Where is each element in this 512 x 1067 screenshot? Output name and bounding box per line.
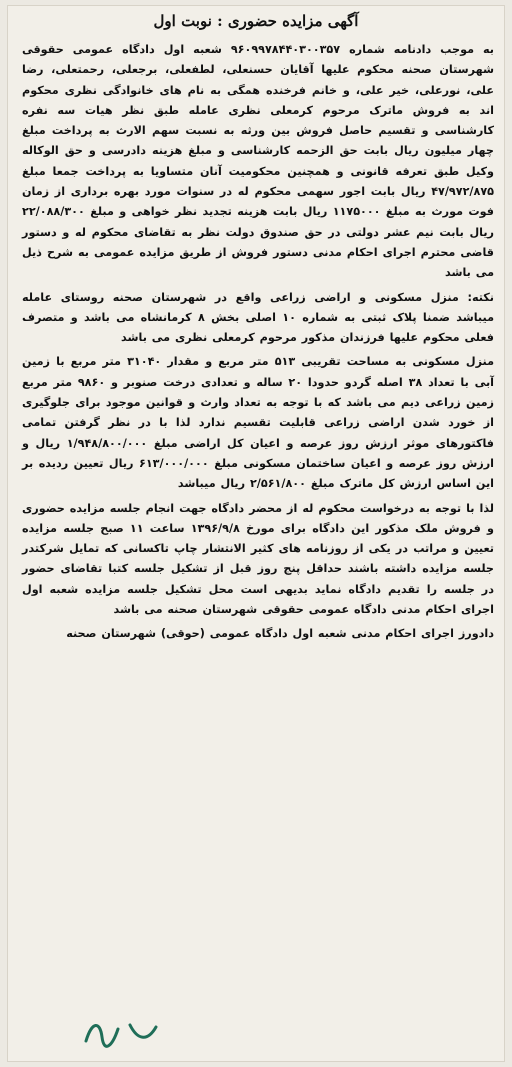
newspaper-clipping — [8, 6, 504, 1061]
notice-title: آگهی مزایده حضوری : نوبت اول — [153, 12, 359, 30]
paragraph-signatory: دادورز اجرای احکام مدنی شعبه اول دادگاه عمومی (حوقی) شهرستان صحنه — [66, 627, 494, 641]
notice-body — [22, 40, 494, 645]
paragraph-property: منزل مسکونی به مساحت تقریبی ۵۱۳ متر مربع و مقدار ۳۱۰۴۰ متر مربع با زمین آبی با تعداد ۳۸ اصله گردو حدودا ۲۰ ساله و تعدادی درخت صنوبر و ۹۸۶۰ متر مربع زمین زراعی دیم می باشد که با توجه به تعداد وارث و قوانین موجود برای جلوگیری از خورد شدن اراضی زراعی قابلیت تقسیم ندارد لذا با در نظر گرفتن تمامی فاکتورهای موثر ارزش روز عرصه و اعیان کل اراضی مبلغ ۱/۹۴۸/۸۰۰/۰۰۰ ریال و ارزش روز عرصه و اعیان ساختمان مسکونی مبلغ ۶۱۳/۰۰۰/۰۰۰ ریال تعیین ردیده بر این اساس ارزش کل ماترک مبلغ ۲/۵۶۱/۸۰۰ ریال میباشد — [22, 355, 495, 491]
handwritten-signature-icon — [78, 1011, 168, 1051]
paragraph-auction: لذا با توجه به درخواست محکوم له از محضر دادگاه جهت انجام جلسه مزایده حضوری و فروش ملک مذکور این دادگاه برای مورخ ۱۳۹۶/۹/۸ ساعت ۱۱ صبح جلسه مزایده تعیین و مراتب در یکی از روزنامه های کثیر الانتشار چاپ تاکسانی که تمایل شرکتدر جلسه مزایده داشته باشند حداقل پنج روز قبل از تشکیل جلسه کتبا تقاضای حضور در جلسه را تقدیم دادگاه نماید بدیهی است محل تشکیل جلسه مزایده شعبه اول اجرای احکام مدنی دادگاه عمومی حقوقی شهرستان صحنه می باشد — [22, 501, 495, 617]
paragraph-note: نکته: منزل مسکونی و اراضی زراعی واقع در شهرستان صحنه روستای عامله میباشد ضمنا پلاک ثبتی به شماره ۱۰ اصلی بخش ۸ کرمانشاه می باشد و متصرف فعلی محکوم علیها فرزندان مذکور مرحوم کرمعلی نظری می باشد — [22, 290, 494, 345]
paragraph-judgment: به موجب دادنامه شماره ۹۶۰۹۹۷۸۴۴۰۳۰۰۳۵۷ شعبه اول دادگاه عمومی حقوقی شهرستان صحنه محکوم علیها آقایان حسنعلی، لطفعلی، برجعلی، رحمتعلی، رضا علی، نورعلی، خیر علی، و خانم فرخنده همگی به نام های خانوادگی نظری محکوم اند به فروش ماترک مرحوم کرمعلی نظری عامله طبق نظر هیات سه نفره کارشناسی و تقسیم حاصل فروش بین ورثه به نسبت سهم الارث به پرداخت مبلغ چهار میلیون ریال بابت حق الزحمه کارشناسی و مبلغ هزینه دادرسی و حق الوکاله وکیل طبق تعرفه قانونی و همچنین محکومیت آنان متساویا به پرداخت جمعا مبلغ ۴۷/۹۷۲/۸۷۵ ریال بابت اجور سهمی محکوم له در سنوات مورد بهره برداری از زمان فوت مورث به مبلغ ۱۱۷۵۰۰۰ ریال بابت هزینه تجدید نظر خواهی و مبلغ ۲۲/۰۸۸/۳۰۰ ریال بابت نیم عشر دولتی در حق صندوق دولت نظر به تقاضای محکوم له و دستور قاضی محترم اجرای احکام مدنی دستور فروش از طریق مزایده عمومی به شرح ذیل می باشد — [22, 43, 494, 280]
